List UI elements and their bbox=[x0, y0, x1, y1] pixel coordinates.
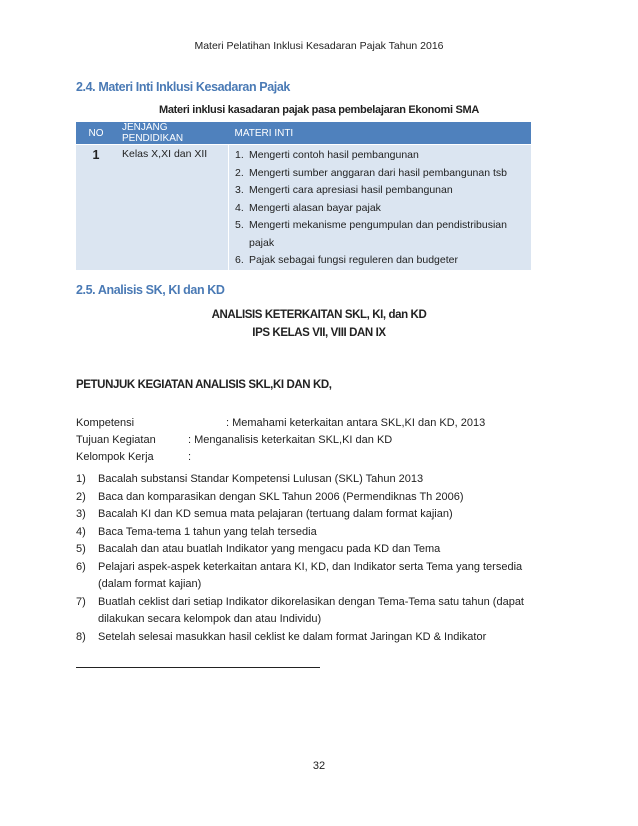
row-jenjang: Kelas X,XI dan XII bbox=[116, 145, 229, 270]
list-item: 3. Mengerti cara apresiasi hasil pembangunan bbox=[235, 184, 453, 196]
list-item: 5) Bacalah dan atau buatlah Indikator yang mengacu pada KD dan Tema bbox=[76, 543, 441, 555]
steps-list bbox=[76, 471, 556, 646]
field-value: : bbox=[188, 451, 192, 463]
page-number: 32 bbox=[312, 760, 326, 772]
section-heading-2-5: 2.5. Analisis SK, KI dan KD bbox=[76, 283, 225, 297]
list-item: 3) Bacalah KI dan KD semua mata pelajaran (tertuang dalam format kajian) bbox=[76, 508, 453, 520]
analisis-title: ANALISIS KETERKAITAN SKL, KI, dan KD bbox=[211, 309, 427, 321]
petunjuk-heading: PETUNJUK KEGIATAN ANALISIS SKL,KI DAN KD, bbox=[76, 379, 332, 391]
field-value: : Menganalisis keterkaitan SKL,KI dan KD bbox=[188, 434, 393, 446]
analisis-subtitle: IPS KELAS VII, VIII DAN IX bbox=[252, 327, 386, 339]
field-label: Tujuan Kegiatan bbox=[76, 434, 156, 446]
table-caption: Materi inklusi kasadaran pajak pasa pembelajaran Ekonomi SMA bbox=[158, 104, 480, 116]
table-row bbox=[76, 145, 531, 270]
page-header: Materi Pelatihan Inklusi Kesadaran Pajak Tahun 2016 bbox=[194, 40, 444, 52]
header-no: NO bbox=[76, 122, 116, 145]
field-tujuan bbox=[76, 434, 393, 446]
header-materi: MATERI INTI bbox=[229, 122, 532, 145]
list-item: 5. Mengerti mekanisme pengumpulan dan pendistribusian pajak bbox=[235, 219, 507, 249]
field-label: Kompetensi bbox=[76, 417, 135, 429]
row-no: 1 bbox=[76, 145, 116, 270]
field-label: Kelompok Kerja bbox=[76, 451, 154, 463]
footnote-separator bbox=[76, 667, 320, 668]
list-item: 4. Mengerti alasan bayar pajak bbox=[235, 201, 381, 214]
list-item: 1. Mengerti contoh hasil pembangunan bbox=[235, 149, 419, 161]
list-item: 8) Setelah selesai masukkan hasil ceklist ke dalam format Jaringan KD & Indikator bbox=[76, 630, 487, 643]
field-kompetensi bbox=[76, 417, 486, 429]
list-item: 1) Bacalah substansi Standar Kompetensi Lulusan (SKL) Tahun 2013 bbox=[76, 473, 424, 485]
list-item: 6. Pajak sebagai fungsi reguleren dan budgeter bbox=[235, 254, 458, 266]
list-item: 2. Mengerti sumber anggaran dari hasil pembangunan tsb bbox=[235, 166, 507, 179]
field-kelompok bbox=[76, 451, 192, 463]
field-value: : Memahami keterkaitan antara SKL,KI dan KD, 2013 bbox=[226, 417, 486, 429]
materi-table bbox=[76, 122, 531, 270]
table-header-row bbox=[76, 122, 531, 145]
list-item: 4) Baca Tema-tema 1 tahun yang telah tersedia bbox=[76, 525, 317, 538]
row-materi bbox=[229, 145, 532, 270]
header-jenjang: JENJANG PENDIDIKAN bbox=[116, 122, 229, 145]
section-heading-2-4: 2.4. Materi Inti Inklusi Kesadaran Pajak bbox=[76, 80, 290, 94]
list-item: 6) Pelajari aspek-aspek keterkaitan antara KI, KD, dan Indikator serta Tema yang tersedia (dalam format kajian) bbox=[76, 560, 523, 590]
list-item: 2) Baca dan komparasikan dengan SKL Tahun 2006 (Permendiknas Th 2006) bbox=[76, 490, 464, 503]
list-item: 7) Buatlah ceklist dari setiap Indikator dikorelasikan dengan Tema-Tema satu tahun (dapat dilakukan secara kelompok dan atau Individu) bbox=[76, 595, 524, 625]
